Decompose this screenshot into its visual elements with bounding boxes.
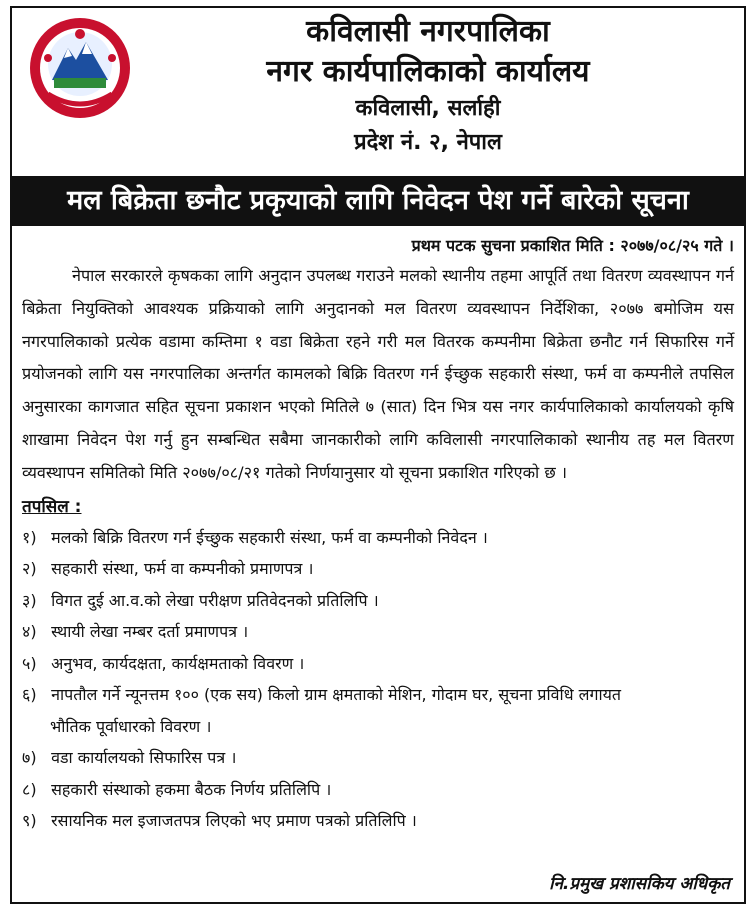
office-name: नगर कार्यपालिकाको कार्यालय	[266, 54, 590, 89]
list-item: ८) सहकारी संस्थाको हकमा बैठक निर्णय प्रतिलिपि ।	[22, 779, 332, 799]
list-item: ४) स्थायी लेखा नम्बर दर्ता प्रमाणपत्र ।	[22, 622, 249, 642]
details-heading: तपसिल :	[22, 496, 82, 517]
publication-date: प्रथम पटक सुचना प्रकाशित मिति : २०७७/०८/२५ गते ।	[411, 236, 734, 255]
list-item: ६) नापतौल गर्ने न्यूनत्तम १०० (एक सय) किलो ग्राम क्षमताको मेशिन, गोदाम घर, सूचना प्रविधि लगायत भौतिक पूर्वाधारको विवरण ।	[22, 685, 622, 736]
list-item: ९) रसायनिक मल इजाजतपत्र लिएको भए प्रमाण पत्रको प्रतिलिपि ।	[22, 811, 417, 831]
nepal-emblem-icon	[26, 14, 134, 122]
list-item: ५) अनुभव, कार्यदक्षता, कार्यक्षमताको विवरण ।	[22, 653, 305, 673]
list-item: ३) विगत दुई आ.व.को लेखा परीक्षण प्रतिवेदनको प्रतिलिपि ।	[22, 590, 379, 610]
office-location: कविलासी, सर्लाही	[355, 96, 501, 121]
list-item: १) मलको बिक्रि वितरण गर्न ईच्छुक सहकारी संस्था, फर्म वा कम्पनीको निवेदन ।	[22, 527, 488, 547]
notice-paragraph: नेपाल सरकारले कृषकका लागि अनुदान उपलब्ध गराउने मलको स्थानीय तहमा आपूर्ति तथा वितरण व्यवस्थापन गर्न बिक्रेता नियुक्तिको आवश्यक प्रक्रियाको लागि अनुदानको मल वितरण व्यवस्थापन निर्देशिका, २०७७ बमोजिम यस नगरपालिकाको प्रत्येक वडामा कम्तिमा १ वडा बिक्रेता रहने गरी मल वितरक कम्पनीमा बिक्रेता छनौट गर्न सिफारिस गर्ने प्रयोजनको लागि यस नगरपालिका अन्तर्गत कामलको बिक्रि वितरण गर्न ईच्छुक सहकारी संस्था, फर्म वा कम्पनीले तपसिल अनुसारका कागजात सहित सूचना प्रकाशन भएको मितिले ७ (सात) दिन भित्र यस नगर कार्यपालिकाको कार्यालयको कृषि शाखामा निवेदन पेश गर्नु हुन सम्बन्धित सबैमा जानकारीको लागि कविलासी नगरपालिकाको स्थानीय तह मल वितरण व्यवस्थापन समितिको मिति २०७७/०८/२१ गतेको निर्णयानुसार यो सूचना प्रकाशित गरिएको छ ।	[22, 266, 734, 482]
municipality-name: कविलासी नगरपालिका	[306, 14, 550, 49]
list-item: ७) वडा कार्यालयको सिफारिस पत्र ।	[22, 748, 237, 768]
office-heading	[142, 12, 714, 160]
province-name: प्रदेश नं. २, नेपाल	[354, 130, 502, 155]
header	[12, 8, 744, 176]
notice-page	[10, 6, 746, 904]
notice-title-banner: मल बिक्रेता छनौट प्रकृयाको लागि निवेदन पेश गर्ने बारेको सूचना	[12, 176, 744, 226]
signatory-title: नि.प्रमुख प्रशासकिय अधिकृत	[549, 874, 730, 894]
list-item: २) सहकारी संस्था, फर्म वा कम्पनीको प्रमाणपत्र ।	[22, 559, 314, 579]
requirements-list	[22, 522, 734, 837]
notice-body	[22, 234, 734, 837]
